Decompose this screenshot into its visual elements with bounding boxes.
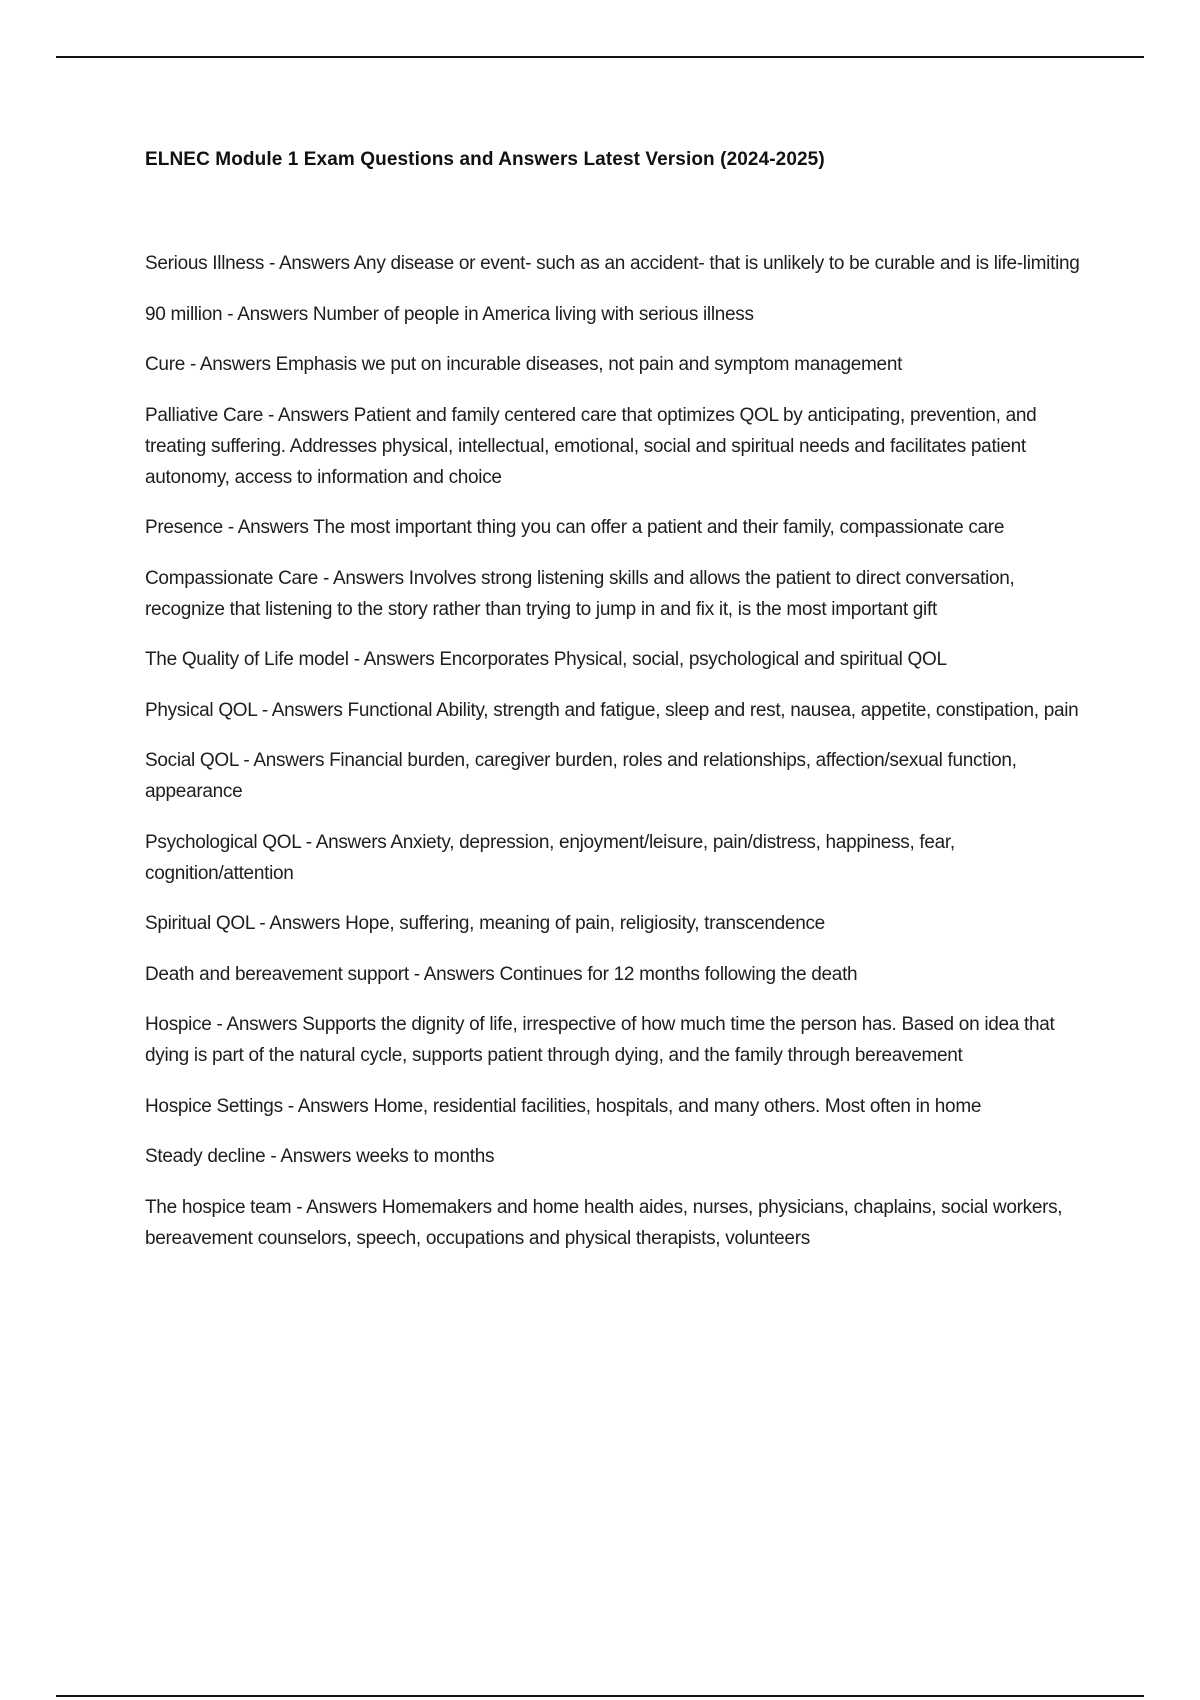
qa-entry: Hospice - Answers Supports the dignity of life, irrespective of how much time the person has. Based on idea that dying is part of the natural cycle, supports patient through dying, and the family through bereavement [145, 1014, 1055, 1066]
qa-entry: Social QOL - Answers Financial burden, caregiver burden, roles and relationships, affection/sexual function, appearance [145, 750, 1017, 802]
qa-entry: Serious Illness - Answers Any disease or event- such as an accident- that is unlikely to be curable and is life-limiting [145, 253, 1080, 274]
qa-entry: Physical QOL - Answers Functional Ability, strength and fatigue, sleep and rest, nausea, appetite, constipation, pain [145, 699, 1079, 721]
qa-entry: The Quality of Life model - Answers Encorporates Physical, social, psychological and spiritual QOL [145, 649, 947, 670]
qa-entry: Compassionate Care - Answers Involves strong listening skills and allows the patient to direct conversation, recognize that listening to the story rather than trying to jump in and fix it, is the most important gift [145, 567, 1015, 620]
top-divider [56, 56, 1144, 58]
qa-entry: Cure - Answers Emphasis we put on incurable diseases, not pain and symptom management [145, 354, 903, 375]
qa-entry: Death and bereavement support - Answers Continues for 12 months following the death [145, 963, 858, 985]
qa-list [145, 248, 1080, 1273]
document-title: ELNEC Module 1 Exam Questions and Answers Latest Version (2024-2025) [145, 149, 825, 170]
qa-entry: The hospice team - Answers Homemakers and home health aides, nurses, physicians, chaplains, social workers, bereavement counselors, speech, occupations and physical therapists, volunteers [145, 1196, 1063, 1249]
bottom-divider [56, 1695, 1144, 1697]
qa-entry: Palliative Care - Answers Patient and family centered care that optimizes QOL by anticipating, prevention, and treating suffering. Addresses physical, intellectual, emotional, social and spiritual needs and facilitates patient autonomy, access to information and choice [145, 404, 1037, 488]
qa-entry: Spiritual QOL - Answers Hope, suffering, meaning of pain, religiosity, transcendence [145, 913, 825, 934]
qa-entry: Steady decline - Answers weeks to months [145, 1146, 495, 1167]
qa-entry: 90 million - Answers Number of people in America living with serious illness [145, 303, 754, 325]
qa-entry: Presence - Answers The most important thing you can offer a patient and their family, compassionate care [145, 517, 1005, 538]
qa-entry: Psychological QOL - Answers Anxiety, depression, enjoyment/leisure, pain/distress, happiness, fear, cognition/attention [145, 831, 955, 884]
qa-entry: Hospice Settings - Answers Home, residential facilities, hospitals, and many others. Most often in home [145, 1095, 982, 1117]
